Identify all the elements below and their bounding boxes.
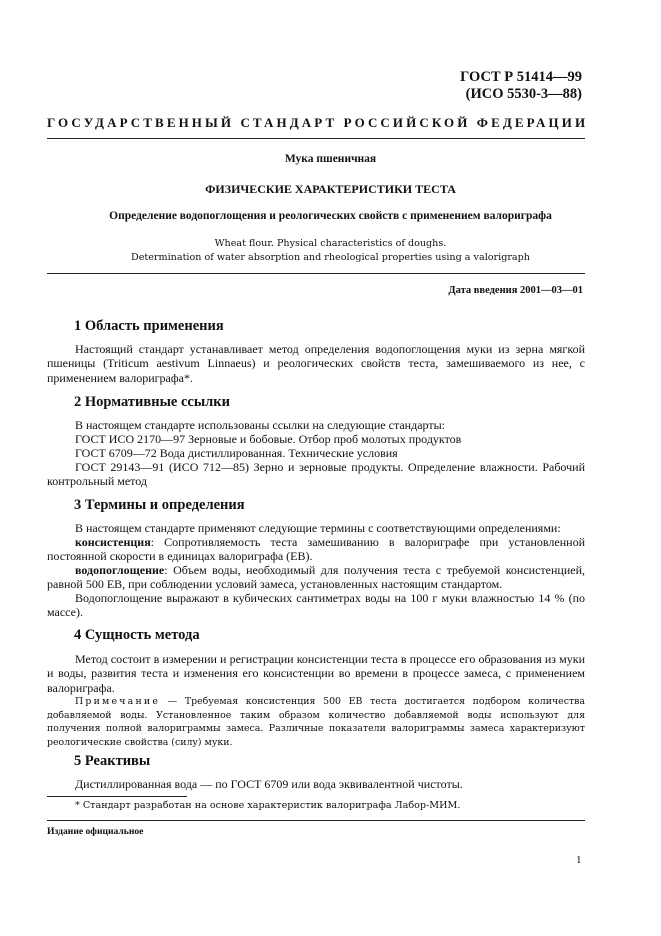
section-1-text: Настоящий стандарт устанавливает метод определения водопоглощения муки из зерна мягкой пшеницы (Triticum aestivum Linnaeus) и реологических свойств теста, замешиваемого из нее, с применением валориграфа*. — [47, 342, 585, 385]
term-consistency-label: консистенция — [75, 535, 151, 549]
section-1-title: 1 Область применения — [74, 318, 224, 334]
introduction-date: Дата введения 2001—03—01 — [448, 285, 583, 296]
term-water-absorption — [47, 563, 585, 592]
english-title-line-2: Determination of water absorption and rheological properties using a valorigraph — [131, 252, 530, 263]
section-4-title: 4 Сущность метода — [74, 627, 200, 643]
section-4-text: Метод состоит в измерении и регистрации консистенции теста в процессе его образования из муки и воды, развития теста и изменения его консистенции во времени в процессе замеса, с применением валориграфа. — [47, 652, 585, 695]
edition-label: Издание официальное — [47, 826, 144, 837]
product-title: Мука пшеничная — [284, 153, 377, 165]
term-water-absorption-definition: : Объем воды, необходимый для получения теста с требуемой консистенцией, равной 500 ЕВ, при соблюдении условий замеса, установленных настоящим стандартом. — [47, 563, 585, 592]
section-2-title: 2 Нормативные ссылки — [74, 394, 230, 410]
section-3-title: 3 Термины и определения — [74, 497, 245, 513]
section-4-note — [47, 695, 585, 749]
section-3-intro: В настоящем стандарте применяют следующие термины с соответствующими определениями: — [75, 521, 561, 535]
section-3-text: Водопоглощение выражают в кубических сантиметрах воды на 100 г муки влажностью 14 % (по массе). — [47, 591, 585, 620]
iso-number: (ИСО 5530-3—88) — [465, 86, 582, 102]
footer-rule — [47, 820, 585, 821]
term-consistency — [47, 535, 585, 564]
subtitle: Определение водопоглощения и реологических свойств с применением валориграфа — [109, 210, 552, 222]
term-water-absorption-label: водопоглощение — [75, 563, 165, 577]
reference-3: ГОСТ 29143—91 (ИСО 712—85) Зерно и зерновые продукты. Определение влажности. Рабочий контрольный метод — [47, 460, 585, 489]
main-title: ФИЗИЧЕСКИЕ ХАРАКТЕРИСТИКИ ТЕСТА — [205, 182, 456, 196]
header-rule — [47, 138, 585, 139]
section-2-intro: В настоящем стандарте использованы ссылки на следующие стандарты: — [75, 418, 446, 432]
state-standard-header: ГОСУДАРСТВЕННЫЙ СТАНДАРТ РОССИЙСКОЙ ФЕДЕРАЦИИ — [47, 115, 589, 130]
standard-number: ГОСТ Р 51414—99 — [460, 69, 582, 85]
note-label: Примечание — [75, 696, 161, 707]
english-title-line-1: Wheat flour. Physical characteristics of doughs. — [214, 238, 447, 249]
reference-2: ГОСТ 6709—72 Вода дистиллированная. Технические условия — [75, 446, 398, 460]
footnote: * Стандарт разработан на основе характеристик валориграфа Лабор-МИМ. — [75, 800, 461, 811]
section-5-title: 5 Реактивы — [74, 753, 151, 769]
section-5-text: Дистиллированная вода — по ГОСТ 6709 или вода эквивалентной чистоты. — [75, 777, 463, 791]
reference-1: ГОСТ ИСО 2170—97 Зерновые и бобовые. Отбор проб молотых продуктов — [75, 432, 462, 446]
title-rule — [47, 273, 585, 274]
term-consistency-definition: : Сопротивляемость теста замешиванию в валориграфе при установленной постоянной скорости в единицах валориграфа (ЕВ). — [47, 535, 585, 564]
page-number: 1 — [576, 854, 582, 866]
note-text: — Требуемая консистенция 500 ЕВ теста достигается подбором количества добавляемой воды. Установленное таким образом количество добавляемой воды используют для получения полной валориграммы замеса. Различные показатели валориграммы замеса характеризуют реологические свойства (силу) муки. — [47, 696, 585, 748]
footnote-rule — [47, 796, 187, 797]
